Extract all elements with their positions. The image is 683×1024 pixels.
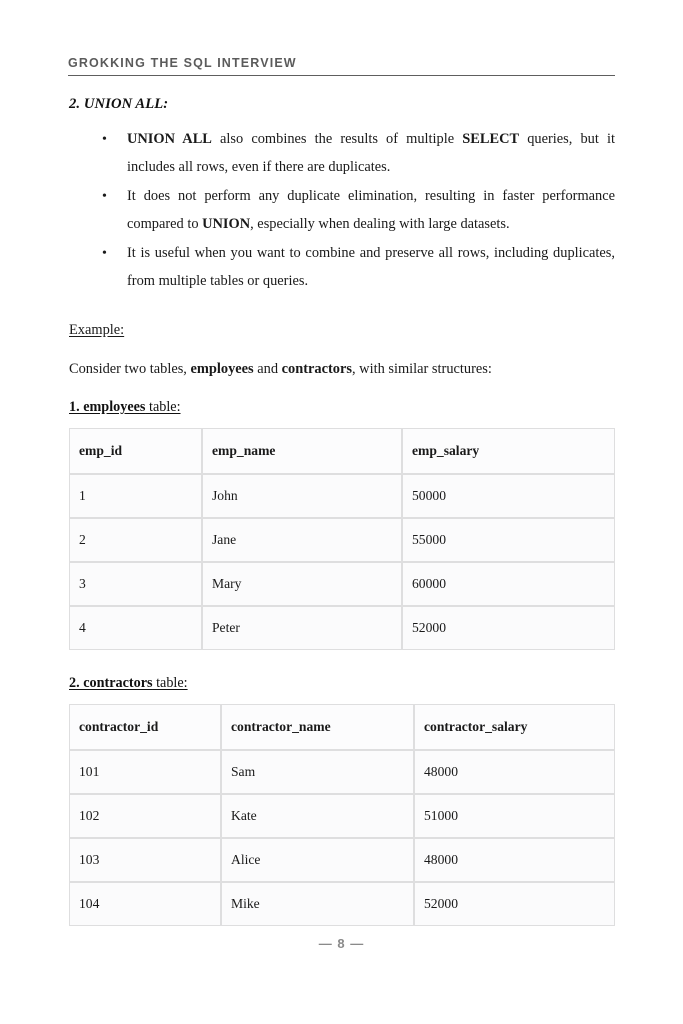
table-cell: 2 [69,518,202,562]
table-cell: 102 [69,794,221,838]
bullet-dot-icon: • [102,132,107,147]
table-row [69,562,615,606]
table-cell: 101 [69,750,221,794]
plain-text: , with similar structures: [351,361,492,377]
table-cell: 104 [69,882,221,926]
plain-text: , especially when dealing with large datasets. [250,215,510,232]
bullet-dot-icon: • [102,246,107,261]
contractors-table-body [69,750,615,926]
table-cell: Alice [221,838,414,882]
emphasis-text: UNION [202,215,251,232]
table-row [69,474,615,518]
table-cell: 48000 [414,838,615,882]
employees-table [69,428,615,650]
table-caption-text [69,399,181,415]
table-cell: 52000 [402,606,615,650]
emphasis-text: SELECT [462,131,520,147]
table-caption-employees [69,396,615,418]
page-footer: — 8 — [318,936,365,951]
emphasis-text: 2. contractors [69,675,153,691]
table-cell: 51000 [414,794,615,838]
plain-text: queries, but it includes all rows, even if there are duplicates. [127,131,615,175]
table-column-header: contractor_id [69,704,221,750]
table-cell: 50000 [402,474,615,518]
table-row [69,882,615,926]
section-title: 2. UNION ALL: [69,96,169,112]
contractors-table-head [69,704,615,750]
table-column-header: contractor_name [221,704,414,750]
table-column-header: emp_salary [402,428,615,474]
table-column-header: emp_name [202,428,402,474]
table-cell: 4 [69,606,202,650]
plain-text: It is useful when you want to combine and preserve all rows, including duplicates, from multiple tables or queries. [127,245,615,289]
running-header [68,56,615,76]
bullet-item [69,240,615,295]
bullet-list [69,126,615,295]
emphasis-text: employees [190,361,254,377]
table-cell: 3 [69,562,202,606]
table-cell: 103 [69,838,221,882]
contractors-table [69,704,615,926]
table-row [69,518,615,562]
table-column-header: emp_id [69,428,202,474]
table-header-row [69,704,615,750]
table-cell: 1 [69,474,202,518]
plain-text: also combines the results of multiple [211,131,463,147]
table-cell: 52000 [414,882,615,926]
table-cell: Sam [221,750,414,794]
example-label: Example: [69,322,125,338]
table-cell: 48000 [414,750,615,794]
bullet-dot-icon: • [102,189,107,204]
table-row [69,838,615,882]
table-cell: Mary [202,562,402,606]
table-cell: Kate [221,794,414,838]
emphasis-text: contractors [281,361,352,377]
table-row [69,794,615,838]
employees-table-head [69,428,615,474]
page-content [69,94,615,926]
example-intro [69,356,615,383]
table-row [69,750,615,794]
table-cell: 55000 [402,518,615,562]
plain-text: table: [152,675,188,691]
table-cell: John [202,474,402,518]
bullet-item [69,183,615,238]
table-cell: 60000 [402,562,615,606]
table-cell: Jane [202,518,402,562]
example-label-line [69,317,615,344]
table-row [69,606,615,650]
table-cell: Mike [221,882,414,926]
plain-text: Consider two tables, [69,361,191,377]
employees-table-body [69,474,615,650]
running-header-rule [68,75,615,76]
table-cell: Peter [202,606,402,650]
emphasis-text: 1. employees [69,399,146,415]
plain-text: table: [145,399,181,415]
plain-text: and [253,361,282,377]
table-column-header: contractor_salary [414,704,615,750]
emphasis-text: UNION ALL [127,131,212,147]
plain-text: It does not perform any duplicate elimination, resulting in faster performance compared to [127,188,615,232]
table-header-row [69,428,615,474]
table-caption-contractors [69,672,615,694]
running-header-title: GROKKING THE SQL INTERVIEW [68,56,297,70]
table-caption-text [69,675,188,691]
bullet-item [69,126,615,181]
